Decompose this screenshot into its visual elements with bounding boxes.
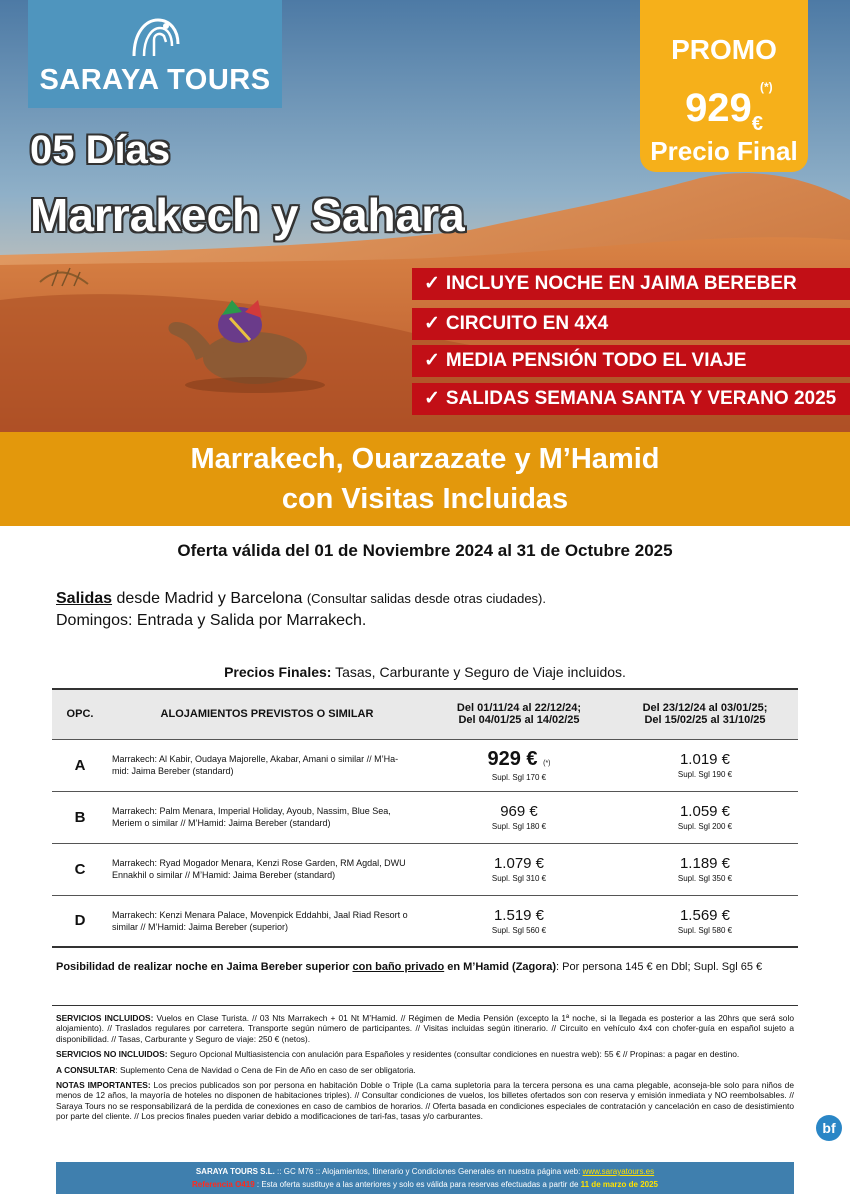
option-price-period-2 [612, 895, 798, 947]
jaima-text-2: en M’Hamid (Zagora) [444, 961, 557, 973]
to-consult [56, 1065, 794, 1075]
single-supplement: Supl. Sgl 580 € [677, 925, 733, 935]
departures-text: desde Madrid y Barcelona [112, 590, 307, 607]
option-code: D [52, 895, 108, 947]
important-label: NOTAS IMPORTANTES: [56, 1080, 151, 1091]
header-period-2 [612, 689, 798, 739]
jaima-text-3: : Por persona 145 € en Dbl; Supl. Sgl 65 € [556, 961, 763, 973]
feature-text: MEDIA PENSIÓN TODO EL VIAJE [445, 350, 747, 371]
route-subtitle: con Visitas Incluidas [281, 483, 569, 515]
feature-text: INCLUYE NOCHE EN JAIMA BEREBER [445, 273, 797, 294]
option-price-period-1 [426, 739, 612, 791]
departures-label: Salidas [56, 590, 113, 607]
promo-price-value: 929 [685, 86, 752, 130]
footer-date: 11 de marzo de 2025 [580, 1180, 659, 1189]
footer-validity-text: : Esta oferta sustituye a las anteriores y solo es válida para reservas efectuadas a partir de [254, 1180, 581, 1189]
option-price-period-2 [612, 843, 798, 895]
option-code: B [52, 791, 108, 843]
promo-badge [640, 0, 808, 172]
check-icon: ✓ [424, 350, 440, 371]
important-text: Los precios publicados son por persona en habitación Doble o Triple (La cama supletoria para la tercera persona es una cama plegable, aconseja-ble solo para niños de menos de 12 años, la mayoría de hoteles no disponen de habitaciones triples). // Consultar condiciones de vuelos, los billetes ofertados son con reserva y emisión inmediata y NO reembolsables. // Saraya Tours no se responsabilizará de la perdida de conexiones en caso de cambios de horarios. // Oferta basada en condiciones especiales de contratación y cancelación en caso de desistimiento por parte del cliente. // Los precios finales pueden variar debido a modificaciones de tari-fas, tasas y/o carburantes. [56, 1080, 794, 1122]
option-price-period-1 [426, 843, 612, 895]
footer-company: SARAYA TOURS S.L. [195, 1167, 275, 1176]
option-price-period-2 [612, 739, 798, 791]
table-row [52, 739, 798, 791]
single-supplement: Supl. Sgl 310 € [491, 874, 547, 883]
check-icon: ✓ [424, 388, 440, 409]
price-value: 1.189 € [679, 855, 731, 872]
consult-label: A CONSULTAR [56, 1064, 116, 1075]
single-supplement: Supl. Sgl 190 € [677, 770, 733, 779]
header-period-1 [426, 689, 612, 739]
single-supplement: Supl. Sgl 560 € [491, 925, 547, 935]
price-asterisk: (*) [543, 760, 551, 767]
price-value: 1.059 € [679, 803, 731, 820]
price-table [52, 688, 798, 948]
consult-text: : Suplemento Cena de Navidad o Cena de Fin de Año en caso de ser obligatoria. [115, 1064, 416, 1075]
brand-logo [28, 0, 282, 108]
option-code: A [52, 739, 108, 791]
option-price-period-1 [426, 895, 612, 947]
price-value: 969 € [500, 803, 538, 820]
option-hotels: Marrakech: Palm Menara, Imperial Holiday, Ayoub, Nassim, Blue Sea, Meriem o similar // M’Hamid: Jaima Bereber (standard) [108, 791, 426, 843]
feature-4x4 [412, 308, 850, 340]
promo-final-label: Precio Final [650, 136, 798, 166]
header-period-1-line1: Del 01/11/24 al 22/12/24; [456, 702, 582, 715]
trip-days: 05 Días [30, 128, 171, 172]
important-notes [56, 1080, 794, 1122]
not-included-text: Seguro Opcional Multiasistencia con anulación para Españoles y residentes (consultar condiciones en nuestra web): 55 € // Propinas: a pagar en destino. [167, 1049, 740, 1060]
route-band [0, 432, 850, 526]
table-header-row [52, 689, 798, 739]
not-included-label: SERVICIOS NO INCLUIDOS: [56, 1049, 168, 1060]
hero-banner [0, 0, 850, 432]
price-value: 1.569 € [679, 906, 731, 924]
trip-destination: Marrakech y Sahara [30, 189, 465, 241]
price-value [426, 748, 612, 771]
feature-salidas [412, 383, 850, 415]
header-period-2-line1: Del 23/12/24 al 03/01/25; [642, 702, 768, 715]
footer-license: :: GC M76 :: [274, 1167, 322, 1176]
promo-label: PROMO [671, 34, 777, 65]
footer-line-2 [56, 1178, 794, 1191]
single-supplement: Supl. Sgl 350 € [677, 874, 733, 883]
route-title: Marrakech, Ouarzazate y M’Hamid [190, 443, 660, 475]
header-period-1-line2: Del 04/01/25 al 14/02/25 [458, 714, 580, 727]
divider [52, 1005, 798, 1006]
jaima-underlined: con baño privado [352, 961, 445, 973]
promo-price [640, 86, 808, 136]
table-row [52, 791, 798, 843]
footer-web-link[interactable]: www.sarayatours.es [582, 1167, 655, 1176]
departures-note: (Consultar salidas desde otras ciudades). [306, 591, 546, 606]
option-price-period-1 [426, 791, 612, 843]
footer-text: Alojamientos, Itinerario y Condiciones Generales en nuestra página web: [321, 1167, 583, 1176]
price-value: 1.519 € [493, 906, 545, 924]
price-value: 1.019 € [679, 751, 731, 768]
header-opc: OPC. [52, 689, 108, 739]
check-icon: ✓ [424, 273, 440, 294]
option-code: C [52, 843, 108, 895]
departures-info [56, 588, 546, 632]
jaima-text-1: Posibilidad de realizar noche en Jaima Bereber superior [56, 961, 353, 973]
jaima-supplement-note [56, 961, 762, 973]
offer-validity: Oferta válida del 01 de Noviembre 2024 al 31 de Octubre 2025 [177, 541, 673, 560]
departures-days: Domingos: Entrada y Salida por Marrakech. [56, 612, 367, 629]
option-price-period-2 [612, 791, 798, 843]
table-row [52, 843, 798, 895]
feature-text: CIRCUITO EN 4X4 [445, 313, 609, 334]
prices-note-label: Precios Finales: [224, 664, 332, 680]
included-text: Vuelos en Clase Turista. // 03 Nts Marrakech + 01 Nt M’Hamid. // Régimen de Media Pensión (excepto la 1ª noche, si la llegada es posterior a las 20hrs que será solo alojamiento). // Traslados regulares por carretera. Transporte según número de participantes. // Visitas incluidas según itinerario. // Circuito en vehículo 4x4 con chofer-guía en español sujeto a disponibilidad. // Tasas, Carburante y Seguro de viaje: 250 € (netos). [56, 1013, 794, 1044]
included-services [56, 1013, 794, 1044]
price-value: 1.079 € [493, 855, 545, 872]
single-supplement: Supl. Sgl 200 € [677, 822, 733, 831]
feature-jaima [412, 268, 850, 300]
price-amount: 929 € [487, 748, 538, 770]
footer-line-1 [56, 1165, 794, 1178]
check-icon: ✓ [424, 313, 440, 334]
bf-badge-icon: bf [816, 1115, 842, 1141]
table-row [52, 895, 798, 947]
promo-asterisk: (*) [760, 80, 773, 94]
option-hotels: Marrakech: Al Kabir, Oudaya Majorelle, Akabar, Amani o similar // M’Ha-mid: Jaima Bereber (standard) [108, 739, 426, 791]
single-supplement: Supl. Sgl 170 € [491, 773, 547, 782]
promo-currency: € [751, 113, 763, 135]
prices-note [0, 664, 850, 680]
footer-reference: Referencia O419 [191, 1180, 255, 1189]
footer-bar [56, 1162, 794, 1194]
header-hotels: ALOJAMIENTOS PREVISTOS O SIMILAR [108, 689, 426, 739]
single-supplement: Supl. Sgl 180 € [491, 822, 547, 831]
brand-name: SARAYA TOURS [39, 64, 271, 96]
included-label: SERVICIOS INCLUIDOS: [56, 1013, 154, 1023]
feature-media-pension [412, 345, 850, 377]
saraya-logo-icon [128, 14, 182, 58]
not-included-services [56, 1049, 794, 1059]
terms-notes [56, 1013, 794, 1127]
option-hotels: Marrakech: Kenzi Menara Palace, Movenpick Eddahbi, Jaal Riad Resort o similar // M’Hamid: Jaima Bereber (superior) [108, 895, 426, 947]
feature-text: SALIDAS SEMANA SANTA Y VERANO 2025 [445, 388, 837, 409]
header-period-2-line2: Del 15/02/25 al 31/10/25 [644, 714, 766, 727]
prices-note-text: Tasas, Carburante y Seguro de Viaje incluidos. [331, 664, 626, 680]
option-hotels: Marrakech: Ryad Mogador Menara, Kenzi Rose Garden, RM Agdal, DWU Ennakhil o similar // M’Hamid: Jaima Bereber (standard) [108, 843, 426, 895]
